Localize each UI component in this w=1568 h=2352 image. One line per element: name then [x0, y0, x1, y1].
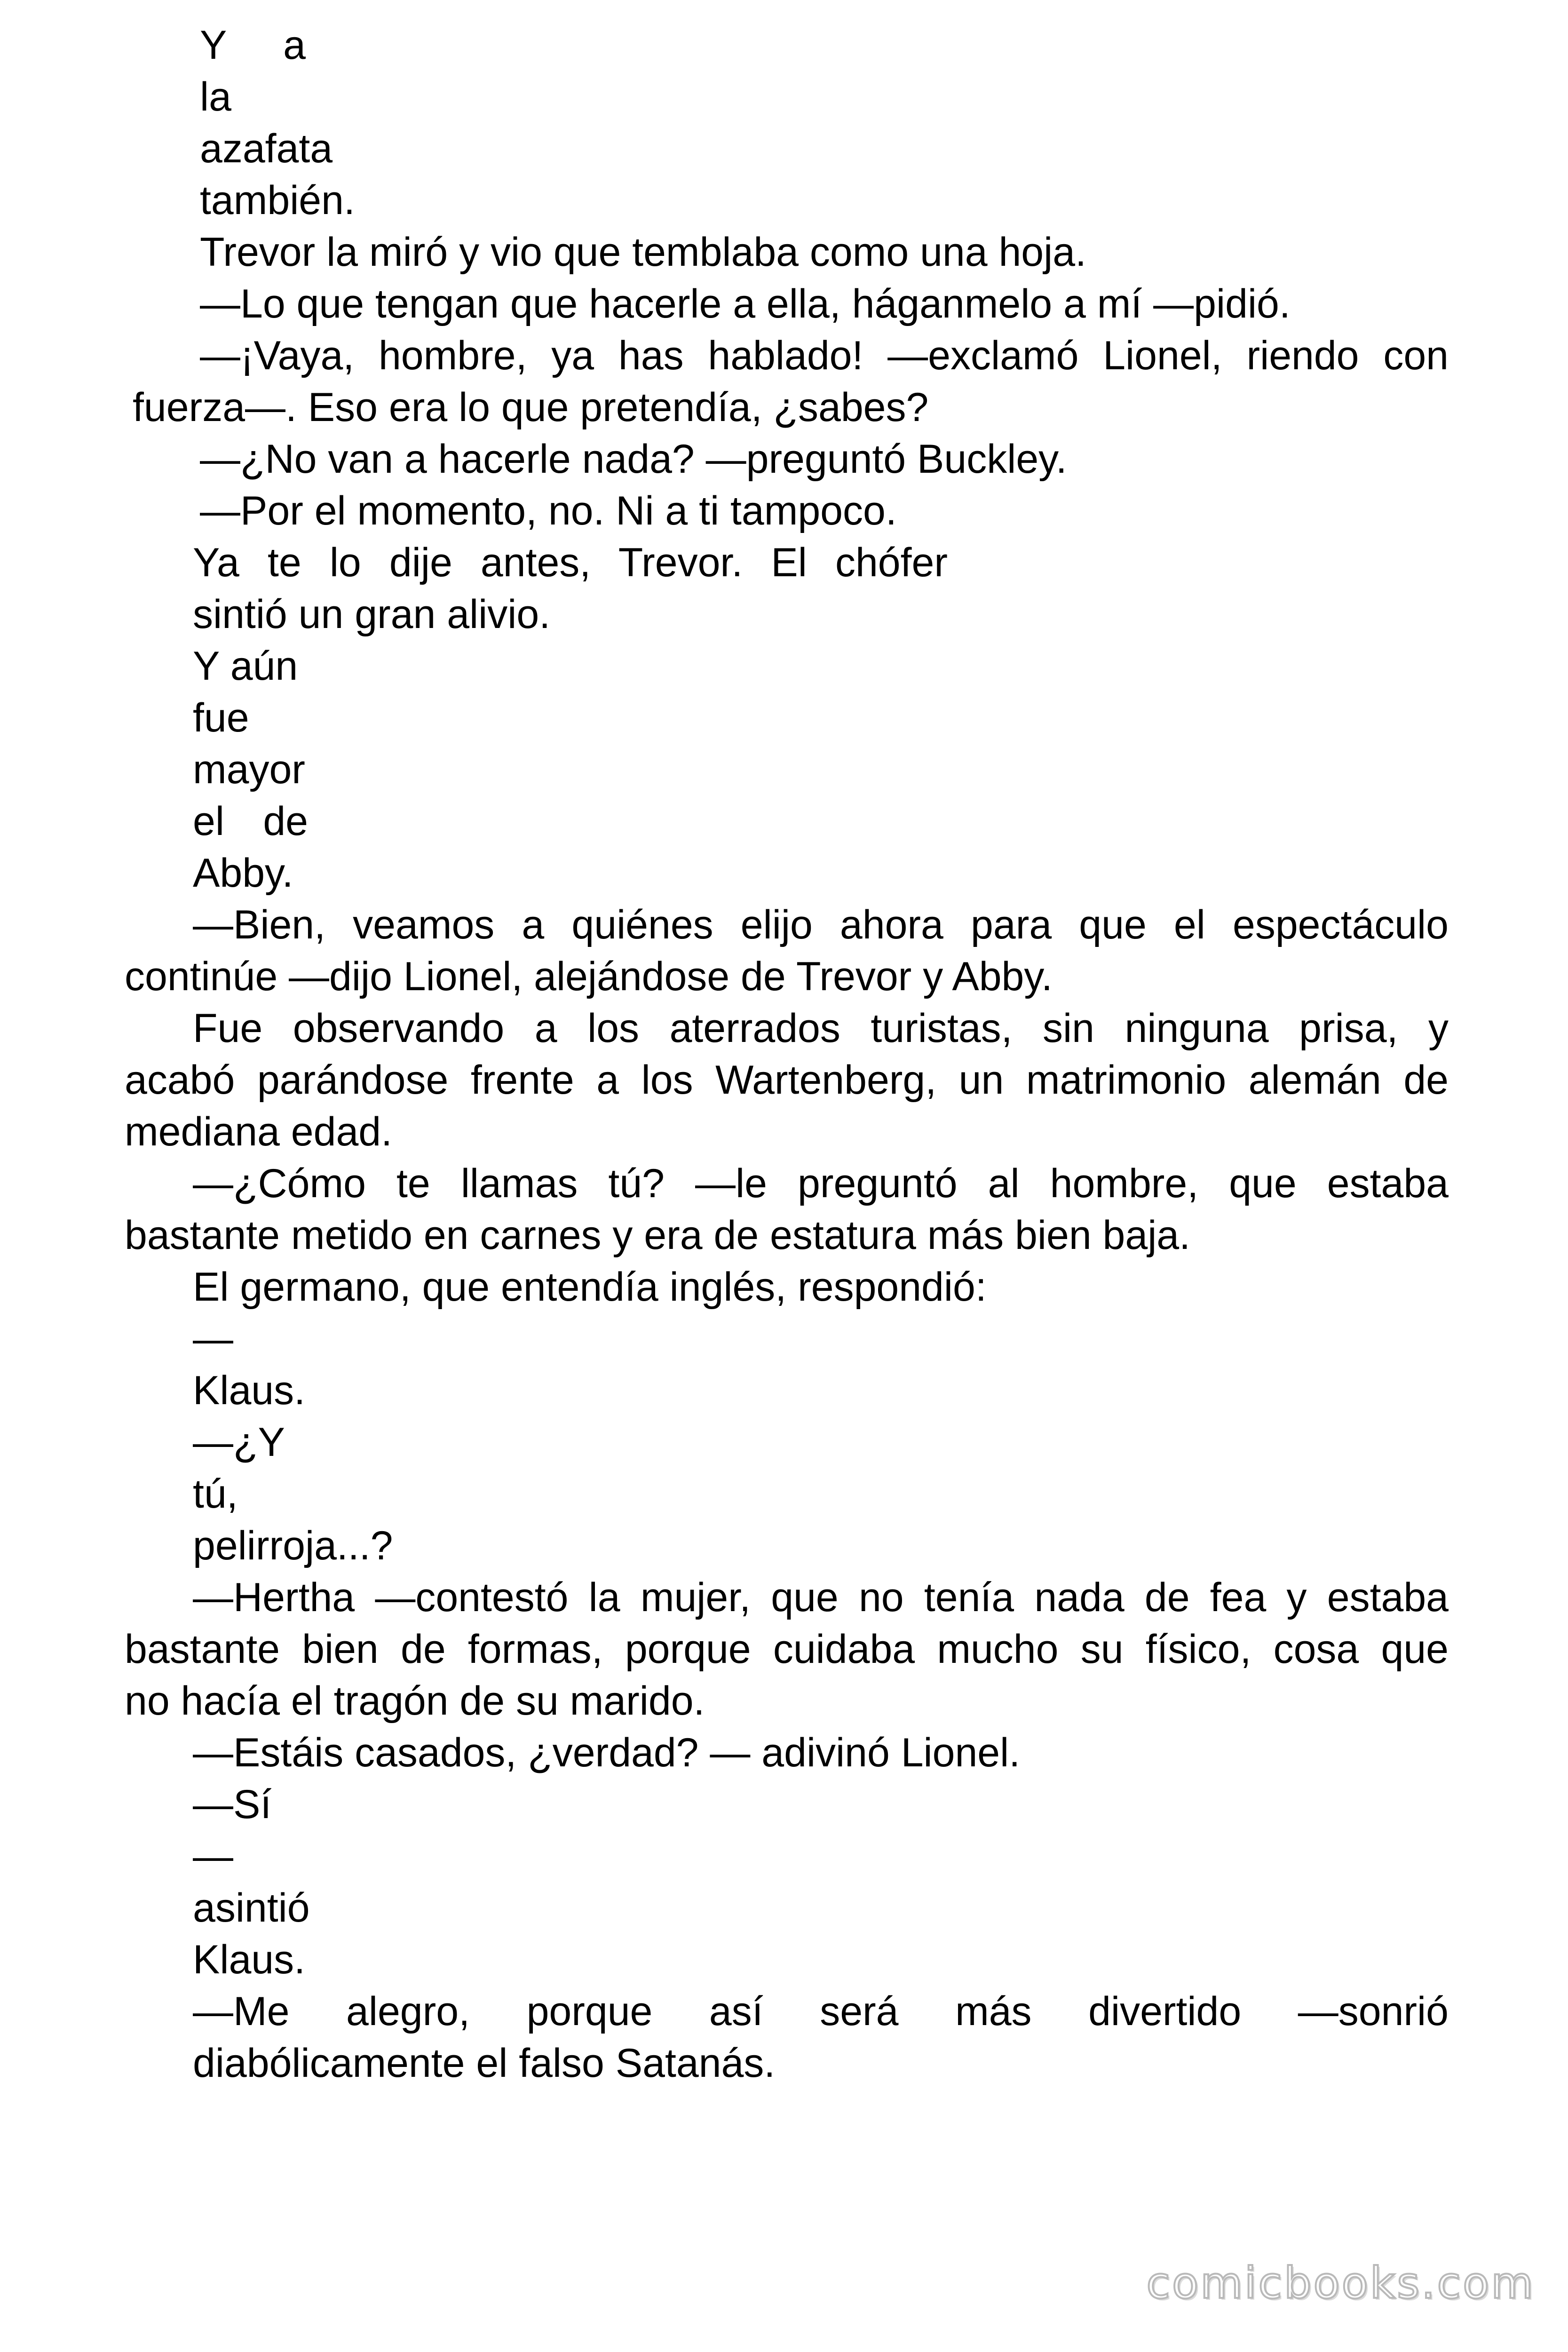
- text-line: continúe —dijo Lionel, alejándose de Trevor y Abby.: [125, 954, 1053, 999]
- text-line: —Hertha —contestó la mujer, que no tenía nada de fea y estaba: [193, 1575, 1449, 1620]
- text-line: también.: [200, 178, 355, 223]
- text-line: Fue observando a los aterrados turistas, sin ninguna prisa, y: [193, 1006, 1449, 1051]
- text-line: —Sí: [193, 1782, 272, 1827]
- text-line: sintió un gran alivio.: [193, 592, 551, 637]
- text-line: el de: [193, 799, 308, 844]
- text-line: no hacía el tragón de su marido.: [125, 1678, 705, 1724]
- text-line: El germano, que entendía inglés, respondió:: [193, 1264, 987, 1310]
- text-line: Y aún: [193, 644, 298, 689]
- text-line: tú,: [193, 1471, 238, 1517]
- text-line: —: [193, 1834, 233, 1879]
- text-line: —¿No van a hacerle nada? —preguntó Buckley.: [200, 437, 1067, 482]
- text-line: —¡Vaya, hombre, ya has hablado! —exclamó Lionel, riendo con: [200, 333, 1449, 378]
- text-line: —¿Y: [193, 1420, 285, 1465]
- text-line: —: [193, 1316, 233, 1361]
- text-line: pelirroja...?: [193, 1523, 393, 1568]
- text-line: —Bien, veamos a quiénes elijo ahora para que el espectáculo: [193, 902, 1449, 947]
- text-line: diabólicamente el falso Satanás.: [193, 2041, 776, 2086]
- text-line: bastante bien de formas, porque cuidaba mucho su físico, cosa que: [125, 1627, 1449, 1672]
- text-line: Ya te lo dije antes, Trevor. El chófer: [193, 540, 948, 585]
- text-line: la: [200, 74, 231, 119]
- text-line: Y a: [200, 23, 306, 68]
- text-line: Trevor la miró y vio que temblaba como una hoja.: [200, 230, 1086, 275]
- watermark: comicbooks.com: [1146, 2258, 1535, 2308]
- text-line: mayor: [193, 747, 305, 792]
- text-line: bastante metido en carnes y era de estatura más bien baja.: [125, 1213, 1191, 1258]
- text-line: azafata: [200, 126, 333, 171]
- text-line: fue: [193, 695, 249, 740]
- text-line: —Lo que tengan que hacerle a ella, háganmelo a mí —pidió.: [200, 281, 1291, 326]
- text-line: —Estáis casados, ¿verdad? — adivinó Lionel.: [193, 1730, 1021, 1775]
- text-line: Abby.: [193, 850, 293, 896]
- text-line: —Me alegro, porque así será más divertido —sonrió: [193, 1989, 1449, 2034]
- text-line: Klaus.: [193, 1937, 306, 1982]
- text-line: mediana edad.: [125, 1109, 392, 1154]
- text-line: asintió: [193, 1885, 310, 1931]
- text-line: acabó parándose frente a los Wartenberg, un matrimonio alemán de: [125, 1057, 1449, 1103]
- text-line: —Por el momento, no. Ni a ti tampoco.: [200, 488, 897, 533]
- text-line: fuerza—. Eso era lo que pretendía, ¿sabes?: [133, 385, 929, 430]
- text-line: —¿Cómo te llamas tú? —le preguntó al hombre, que estaba: [193, 1161, 1449, 1206]
- text-line: Klaus.: [193, 1368, 306, 1413]
